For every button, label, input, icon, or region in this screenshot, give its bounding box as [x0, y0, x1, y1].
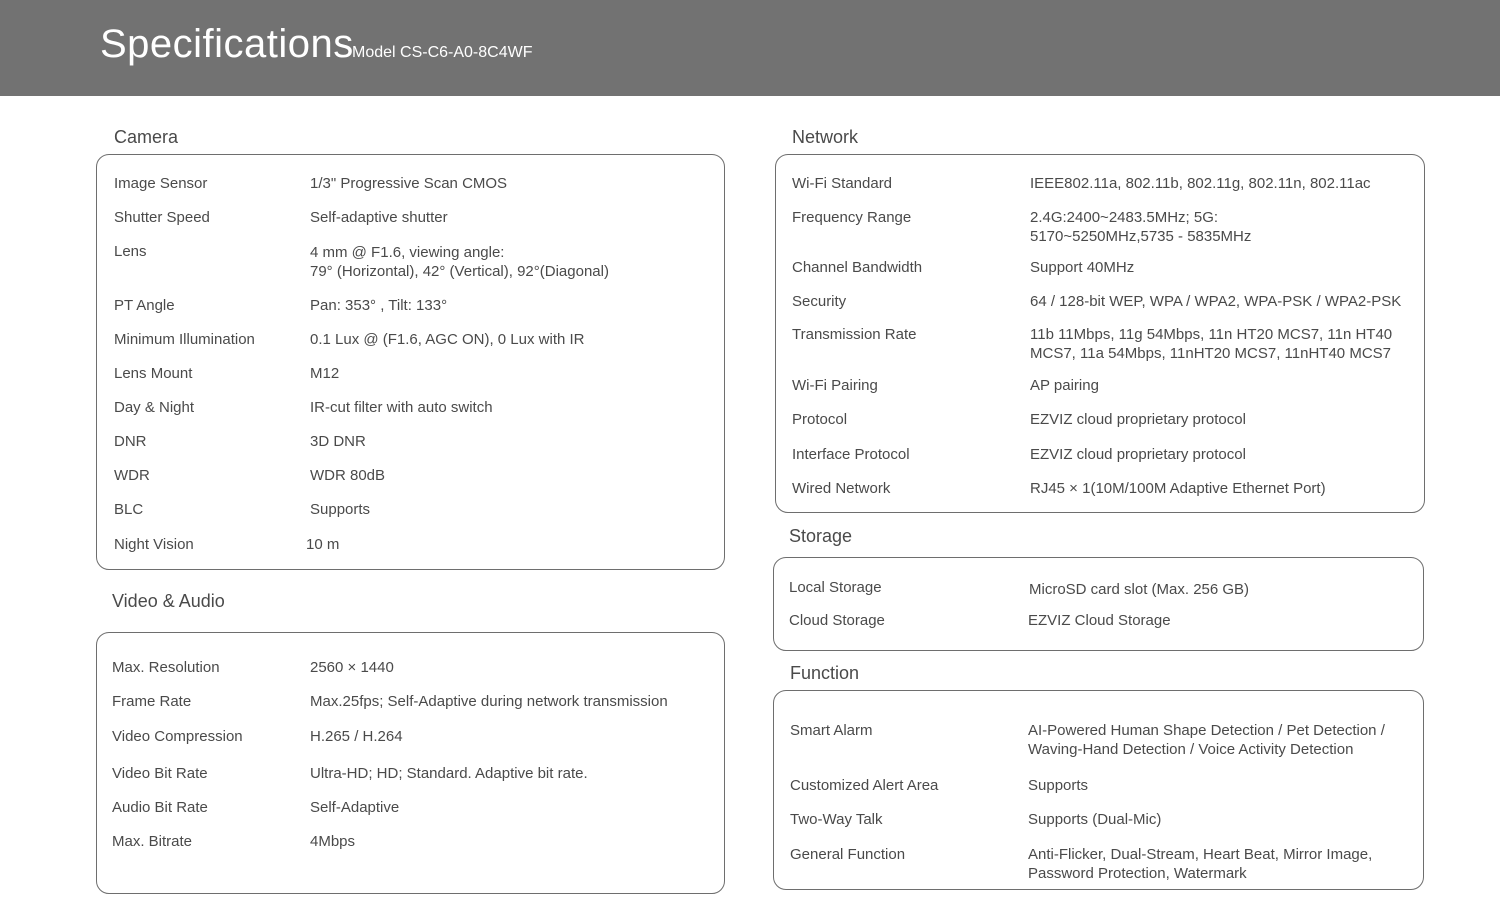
- spec-value: 0.1 Lux @ (F1.6, AGC ON), 0 Lux with IR: [310, 331, 585, 348]
- spec-label: Wired Network: [792, 480, 891, 497]
- spec-label: Wi-Fi Pairing: [792, 377, 878, 394]
- spec-value: Supports: [310, 501, 371, 518]
- spec-label: Video Bit Rate: [112, 765, 208, 782]
- spec-label: BLC: [114, 501, 144, 518]
- spec-label: Night Vision: [114, 536, 194, 553]
- spec-value: Self-adaptive shutter: [310, 209, 448, 226]
- spec-label: Protocol: [792, 411, 848, 428]
- spec-label: WDR: [114, 467, 150, 484]
- spec-value: MicroSD card slot (Max. 256 GB): [1029, 581, 1250, 598]
- spec-value-line2: MCS7, 11a 54Mbps, 11nHT20 MCS7, 11nHT40 MCS7: [1030, 345, 1391, 362]
- spec-value: EZVIZ cloud proprietary protocol: [1030, 446, 1246, 463]
- spec-value: IEEE802.11a, 802.11b, 802.11g, 802.11n, 802.11ac: [1030, 175, 1371, 192]
- spec-label: Day & Night: [114, 399, 195, 416]
- header-banner: [0, 0, 1500, 96]
- spec-value: 4Mbps: [310, 833, 356, 850]
- section-title-function: Function: [790, 663, 860, 683]
- spec-value: 3D DNR: [310, 433, 366, 450]
- spec-value-line2: 79° (Horizontal), 42° (Vertical), 92°(Diagonal): [310, 263, 609, 280]
- spec-value-line2: Password Protection, Watermark: [1028, 865, 1247, 882]
- spec-value: AP pairing: [1030, 377, 1099, 394]
- spec-value: H.265 / H.264: [310, 728, 403, 745]
- spec-value: M12: [310, 365, 340, 382]
- spec-label: Max. Resolution: [112, 659, 220, 676]
- spec-value: 10 m: [306, 536, 340, 553]
- spec-value: Support 40MHz: [1030, 259, 1135, 276]
- section-title-network: Network: [792, 127, 859, 147]
- spec-label: Wi-Fi Standard: [792, 175, 893, 192]
- spec-label: Two-Way Talk: [790, 811, 883, 828]
- spec-label: Shutter Speed: [114, 209, 210, 226]
- spec-value: Ultra-HD; HD; Standard. Adaptive bit rate.: [310, 765, 588, 782]
- page-title: Specifications: [100, 22, 354, 66]
- spec-value: 64 / 128-bit WEP, WPA / WPA2, WPA-PSK / WPA2-PSK: [1030, 293, 1402, 310]
- spec-label: General Function: [790, 846, 906, 863]
- spec-label: Interface Protocol: [792, 446, 910, 463]
- spec-label: Smart Alarm: [790, 722, 873, 739]
- spec-value: Self-Adaptive: [310, 799, 400, 816]
- spec-value: EZVIZ cloud proprietary protocol: [1030, 411, 1246, 428]
- spec-label: DNR: [114, 433, 147, 450]
- spec-value: IR-cut filter with auto switch: [310, 399, 493, 416]
- spec-label: Max. Bitrate: [112, 833, 193, 850]
- spec-label: Local Storage: [789, 579, 882, 596]
- spec-value: EZVIZ Cloud Storage: [1028, 612, 1171, 629]
- spec-value: Supports: [1028, 777, 1089, 794]
- spec-value: Max.25fps; Self-Adaptive during network transmission: [310, 693, 668, 710]
- spec-label: Cloud Storage: [789, 612, 885, 629]
- spec-label: Minimum Illumination: [114, 331, 255, 348]
- spec-label: Channel Bandwidth: [792, 259, 923, 276]
- spec-label: Image Sensor: [114, 175, 208, 192]
- spec-value: 2560 × 1440: [310, 659, 394, 676]
- spec-label: Frame Rate: [112, 693, 192, 710]
- spec-value: RJ45 × 1(10M/100M Adaptive Ethernet Port): [1030, 480, 1326, 497]
- section-title-storage: Storage: [789, 526, 853, 546]
- spec-value: AI-Powered Human Shape Detection / Pet Detection /: [1028, 722, 1385, 739]
- spec-value: 4 mm @ F1.6, viewing angle:: [310, 244, 505, 261]
- spec-label: Audio Bit Rate: [112, 799, 208, 816]
- spec-label: Transmission Rate: [792, 326, 917, 343]
- spec-label: Lens: [114, 243, 147, 260]
- spec-label: Frequency Range: [792, 209, 912, 226]
- spec-label: Lens Mount: [114, 365, 193, 382]
- spec-value-line2: Waving-Hand Detection / Voice Activity Detection: [1028, 741, 1354, 758]
- spec-label: Video Compression: [112, 728, 243, 745]
- spec-label: Security: [792, 293, 847, 310]
- section-title-video-audio: Video & Audio: [112, 591, 225, 611]
- spec-value: 1/3" Progressive Scan CMOS: [310, 175, 508, 192]
- section-title-camera: Camera: [114, 127, 179, 147]
- spec-value: Pan: 353° , Tilt: 133°: [310, 297, 448, 314]
- spec-label: PT Angle: [114, 297, 175, 314]
- spec-value: 2.4G:2400~2483.5MHz; 5G:: [1030, 209, 1219, 226]
- spec-value: Anti-Flicker, Dual-Stream, Heart Beat, Mirror Image,: [1028, 846, 1373, 863]
- spec-value-line2: 5170~5250MHz,5735 - 5835MHz: [1030, 228, 1252, 245]
- spec-value: WDR 80dB: [310, 467, 386, 484]
- spec-value: Supports (Dual-Mic): [1028, 811, 1162, 828]
- model-number: Model CS-C6-A0-8C4WF: [352, 44, 533, 61]
- storage-spec-box: [773, 557, 1424, 651]
- spec-label: Customized Alert Area: [790, 777, 939, 794]
- spec-value: 11b 11Mbps, 11g 54Mbps, 11n HT20 MCS7, 11n HT40: [1030, 326, 1393, 343]
